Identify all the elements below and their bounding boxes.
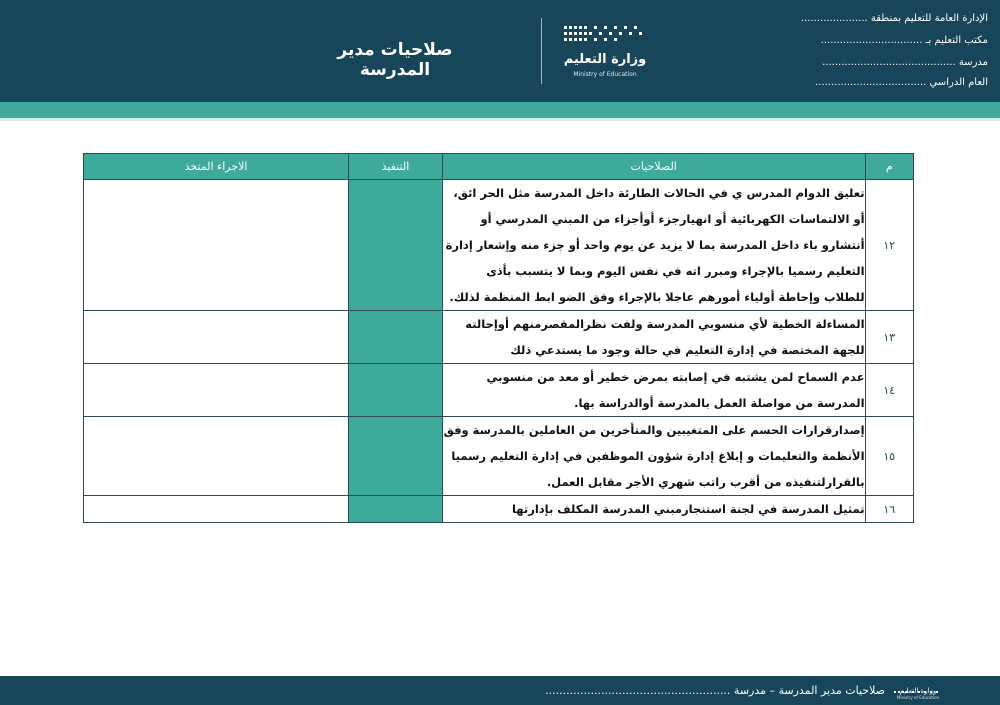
col-execution-header: التنفيذ — [349, 154, 443, 180]
row-number: ١٣ — [865, 311, 913, 364]
action-taken-cell[interactable] — [84, 364, 349, 417]
table-row — [84, 417, 914, 496]
table-row — [84, 180, 914, 311]
row-number: ١٢ — [865, 180, 913, 311]
permission-text: إصدارقرارات الحسم على المتغيبين والمتأخرين من العاملين بالمدرسة وفق الأنظمة والتعليمات و إبلاغ إدارة شؤون الموظفين في إدارة التعليم رسميا بالقرارلتنفيذه من أقرب راتب شهري الأجر مقابل العمل. — [442, 417, 865, 496]
info-school: مدرسة .......................................... — [822, 57, 988, 68]
col-permissions-header: الصلاحيات — [442, 154, 865, 180]
table-header-row — [84, 154, 914, 180]
logo-name-ar: وزارة التعليم — [563, 52, 647, 67]
row-number: ١٦ — [865, 496, 913, 523]
footer-logo — [888, 681, 948, 701]
info-office: مكتب التعليم بـ ................................ — [820, 35, 988, 46]
info-region: الإدارة العامة للتعليم بمنطقة ..................... — [800, 13, 988, 24]
page-title: صلاحيات مدير المدرسة — [337, 40, 453, 80]
ministry-dots-logo-icon — [560, 22, 650, 50]
execution-cell[interactable] — [349, 311, 443, 364]
permission-text: المساءلة الخطية لأي منسوبي المدرسة ولفت نظرالمقصرمنهم أوإحالته للجهة المختصة في إدارة التعليم في حالة وجود ما يستدعي ذلك — [442, 311, 865, 364]
execution-cell[interactable] — [349, 364, 443, 417]
header-stripe — [0, 102, 1000, 118]
permission-text: عدم السماح لمن يشتبه في إصابته بمرض خطير أو معد من منسوبي المدرسة من مواصلة العمل بالمدرسة أوالدراسة بها. — [442, 364, 865, 417]
action-taken-cell[interactable] — [84, 496, 349, 523]
ministry-logo — [560, 22, 650, 84]
row-number: ١٤ — [865, 364, 913, 417]
action-taken-cell[interactable] — [84, 311, 349, 364]
col-action-header: الاجراء المتخذ — [84, 154, 349, 180]
table-row — [84, 311, 914, 364]
row-number: ١٥ — [865, 417, 913, 496]
execution-cell[interactable] — [349, 417, 443, 496]
action-taken-cell[interactable] — [84, 417, 349, 496]
footer-text: صلاحيات مدير المدرسة – مدرسة ..................................................... — [545, 684, 885, 697]
permissions-table — [83, 153, 914, 523]
table-row — [84, 496, 914, 523]
table-row — [84, 364, 914, 417]
header-divider — [541, 18, 542, 84]
execution-cell[interactable] — [349, 496, 443, 523]
permission-text: تعليق الدوام المدرس ي في الحالات الطارئة داخل المدرسة مثل الحر ائق، أو الالتماسات الكهربائية أو انهيارجزء أوأجزاء من المبني المدرسي أو أنتشارو باء داخل المدرسة بما لا يزيد عن يوم واحد أو جزء منه وإشعار إدارة التعليم رسميا بالإجراء ومبرر اته في نفس اليوم وبما لا يتسبب بأذى للطلاب وإحاطة أولياء أمورهم عاجلا بالإجراء وفق الضو ابط المنظمة لذلك. — [442, 180, 865, 311]
execution-cell[interactable] — [349, 180, 443, 311]
header-line — [0, 118, 1000, 121]
footer-logo-name-ar: وزارة التعليم — [899, 687, 937, 695]
info-year: العام الدراسي ................................... — [815, 77, 988, 88]
col-num-header: م — [865, 154, 913, 180]
logo-name-en: Ministry of Education — [573, 71, 637, 78]
action-taken-cell[interactable] — [84, 180, 349, 311]
footer-logo-name-en: Ministry of Education — [896, 695, 940, 700]
permission-text: تمثيل المدرسة في لجنة استنجارمبني المدرسة المكلف بإدارتها — [442, 496, 865, 523]
footer-bar — [0, 676, 1000, 705]
header-bar — [0, 0, 1000, 102]
